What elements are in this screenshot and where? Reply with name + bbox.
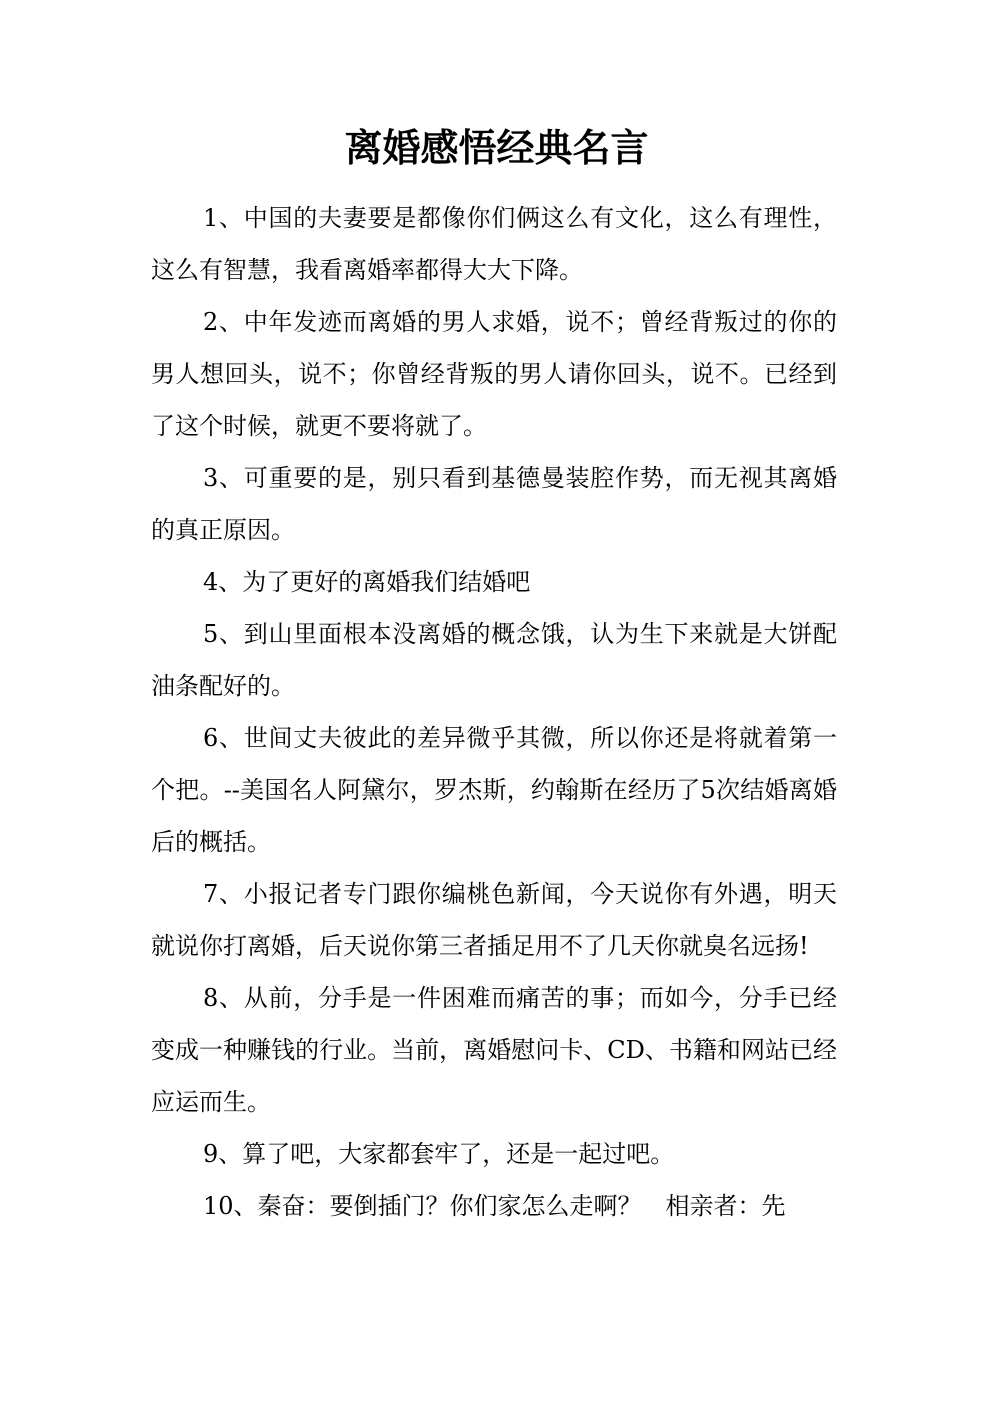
quote-paragraph-8: 8、从前，分手是一件困难而痛苦的事；而如今，分手已经变成一种赚钱的行业。当前，离婚慰问卡、CD、书籍和网站已经应运而生。 [151,984,837,1116]
quote-paragraph-6: 6、世间丈夫彼此的差异微乎其微，所以你还是将就着第一个把。--美国名人阿黛尔，罗杰斯，约翰斯在经历了5次结婚离婚后的概括。 [151,724,837,856]
quote-paragraph-5: 5、到山里面根本没离婚的概念饿，认为生下来就是大饼配油条配好的。 [151,620,837,700]
quote-paragraph-3: 3、可重要的是，别只看到基德曼装腔作势，而无视其离婚的真正原因。 [151,464,837,544]
quote-paragraph-1: 1、中国的夫妻要是都像你们俩这么有文化，这么有理性，这么有智慧，我看离婚率都得大大下降。 [151,204,837,284]
quote-paragraph-2: 2、中年发迹而离婚的男人求婚，说不；曾经背叛过的你的男人想回头，说不；你曾经背叛的男人请你回头，说不。已经到了这个时候，就更不要将就了。 [151,308,837,440]
quote-paragraph-9: 9、算了吧，大家都套牢了，还是一起过吧。 [203,1140,675,1168]
quote-paragraph-10: 10、秦奋：要倒插门？你们家怎么走啊？ 相亲者：先 [203,1192,786,1220]
quote-paragraph-4: 4、为了更好的离婚我们结婚吧 [203,568,531,596]
document-body [151,192,837,1232]
quote-paragraph-7: 7、小报记者专门跟你编桃色新闻，今天说你有外遇，明天就说你打离婚，后天说你第三者插足用不了几天你就臭名远扬! [151,880,837,960]
document-title: 离婚感悟经典名言 [344,125,649,170]
